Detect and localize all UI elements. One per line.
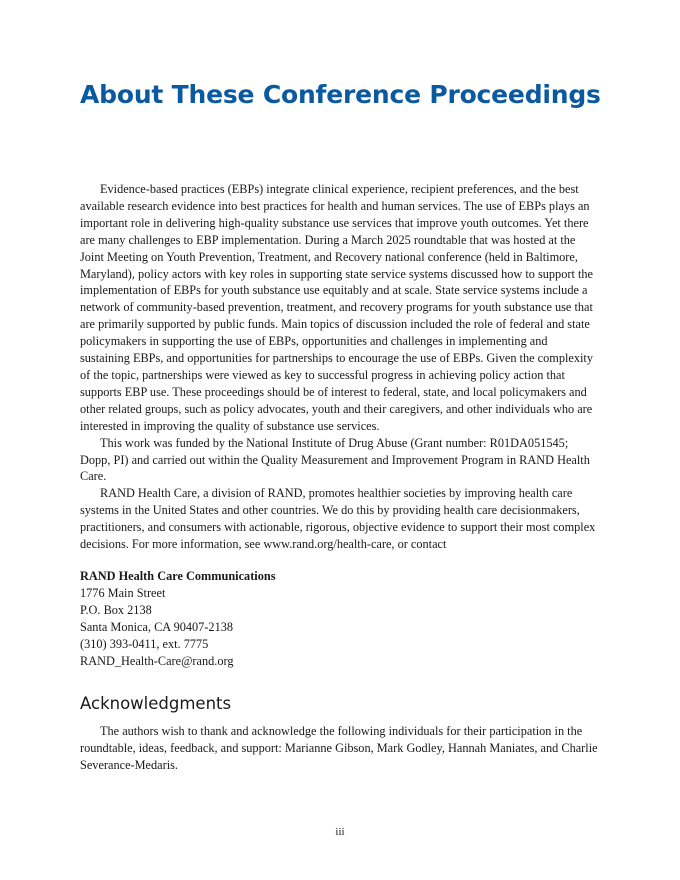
acknowledgments-heading: Acknowledgments bbox=[80, 694, 232, 713]
intro-paragraph-rand-health-care: RAND Health Care, a division of RAND, promotes healthier societies by improving health care systems in the United States and other countries. We do this by providing health care decisionmakers, practitioners, and consumers with actionable, rigorous, objective evidence to support their most complex decisions. For more information, see www.rand.org/health-care, or contact bbox=[80, 486, 596, 552]
contact-email: RAND_Health-Care@rand.org bbox=[80, 653, 234, 668]
intro-paragraph-purpose: Evidence-based practices (EBPs) integrate clinical experience, recipient preferences, and the best available research evidence into best practices for health and human services. The use of EBPs plays an important role in delivering high-quality substance use services that improve youth outcomes. Yet there are many challenges to EBP implementation. During a March 2025 roundtable that was hosted at the Joint Meeting on Youth Prevention, Treatment, and Recovery national conference (held in Baltimore, Maryland), policy actors with key roles in supporting state service systems discussed how to support the implementation of EBPs for youth substance use equitably and at scale. State service systems include a network of community-based prevention, treatment, and recovery programs for youth substance use that are primarily supported by public funds. Main topics of discussion included the role of federal and state policymakers in supporting the use of EBPs, opportunities and challenges in implementing and sustaining EBPs, and opportunities for partnerships to encourage the use of EBPs. Given the complexity of the topic, partnerships were viewed as key to successful progress in achieving policy action that supports EBP use. These proceedings should be of interest to federal, state, and local policymakers and other related groups, such as policy advocates, youth and their caregivers, and other individuals who are interested in improving the quality of substance use services. bbox=[80, 182, 593, 433]
page-title: About These Conference Proceedings bbox=[80, 80, 601, 109]
contact-phone: (310) 393-0411, ext. 7775 bbox=[80, 636, 209, 651]
acknowledgments-text: The authors wish to thank and acknowledge the following individuals for their participation in the roundtable, ideas, feedback, and support: Marianne Gibson, Mark Godley, Hannah Maniates, and Charlie Severance-Medaris. bbox=[80, 724, 598, 772]
contact-po-box: P.O. Box 2138 bbox=[80, 602, 152, 617]
acknowledgments-section bbox=[80, 723, 600, 774]
intro-paragraph-funding: This work was funded by the National Institute of Drug Abuse (Grant number: R01DA051545; Dopp, PI) and carried out within the Quality Measurement and Improvement Program in RAND Health Care. bbox=[80, 435, 590, 484]
contact-block bbox=[80, 568, 600, 669]
contact-city: Santa Monica, CA 90407-2138 bbox=[80, 619, 234, 634]
intro-section bbox=[80, 181, 600, 553]
contact-street: 1776 Main Street bbox=[80, 585, 166, 600]
page-number: iii bbox=[335, 826, 345, 838]
contact-org-name: RAND Health Care Communications bbox=[80, 569, 276, 583]
